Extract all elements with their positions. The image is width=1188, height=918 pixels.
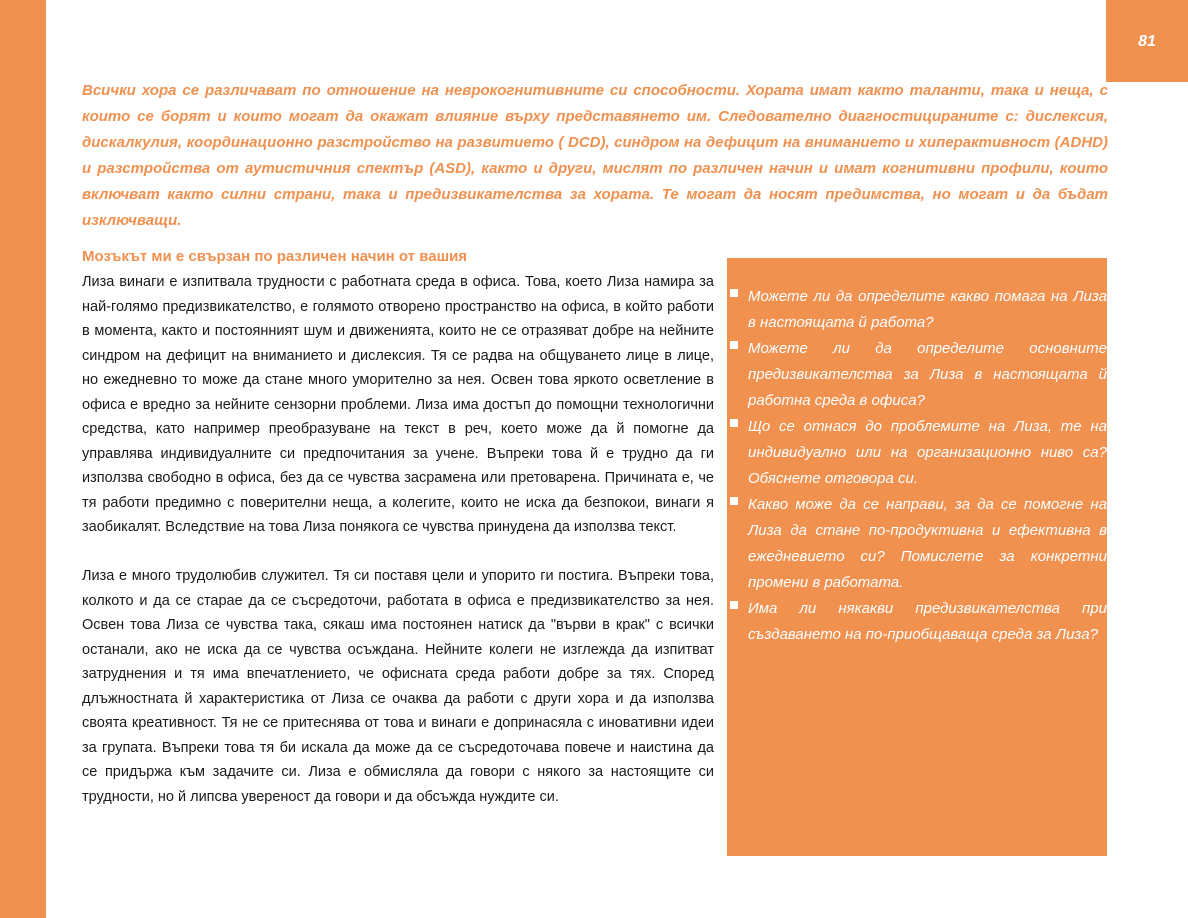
question-item [727, 596, 1107, 648]
question-text: Има ли някакви предизвикателства при създаването на по-приобщаваща среда за Лиза? [748, 600, 1107, 643]
section-heading: Мозъкът ми е свързан по различен начин от вашия [82, 248, 468, 265]
case-study-paragraph-2: Лиза е много трудолюбив служител. Тя си поставя цели и упорито ги постига. Въпреки това, колкото и да се старае да се съсредоточи, работата в офиса е предизвикателство за нея. Освен това Лиза се чувства така, сякаш има постоянен натиск да "върви в крак" с всички останали, ако не иска да се чувства осъждана. Нейните колеги не изглежда да изпитват затруднения и тя има впечатлението, че офисната среда работи добре за тях. Според длъжностната й характеристика от Лиза се очаква да работи с други хора и да използва своята креативност. Тя не се притеснява от това и винаги е допринасяла с иновативни идеи за групата. Въпреки това тя би искала да може да се съсредоточава повече и наистина да се придържа към задачите си. Лиза е обмисляла да говори с някого за настоящите си трудности, но й липсва увереност да говори и да обсъжда нуждите си. [82, 568, 714, 805]
question-text: Що се отнася до проблемите на Лиза, те на индивидуално или на организационно ниво са? Обяснете отговора си. [748, 418, 1107, 487]
question-item [727, 284, 1107, 336]
question-text: Какво може да се направи, за да се помогне на Лиза да стане по-продуктивна и ефективна в ежедневието си? Помислете за конкретни промени в работата. [748, 496, 1107, 591]
questions-list [727, 258, 1107, 648]
case-study-paragraph-1: Лиза винаги е изпитвала трудности с работната среда в офиса. Това, което Лиза намира за най-голямо предизвикателство, е голямото отворено пространство на офиса, в който работи в момента, както и постоянният шум и движенията, които не се отразяват добре на нейните синдром на дефицит на вниманието и дислексия. Тя се радва на общуването лице в лице, но ежедневно то може да стане много уморително за нея. Освен това яркото осветление в офиса е вредно за нейните сензорни проблеми. Лиза има достъп до помощни технологични средства, като например преобразуване на текст в реч, което може да й помогне да управлява индивидуалните си предпочитания за учене. Въпреки това й е трудно да ги използва свободно в офиса, без да се чувства засрамена или претоварена. Причината е, че тя работи предимно с поверителни неща, а колегите, които не иска да безпокои, винаги я заобикалят. Вследствие на това Лиза понякога се чувства принудена да използва текст. [82, 274, 714, 535]
question-item [727, 336, 1107, 414]
question-text: Можете ли да определите основните предизвикателства за Лиза в настоящата й работна среда в офиса? [748, 340, 1107, 409]
intro-paragraph: Всички хора се различават по отношение на неврокогнитивните си способности. Хората имат както таланти, така и неща, с които се борят и които могат да окажат влияние върху представянето им. Следователно диагностицираните с: дислексия, дискалкулия, координационно разстройство на развитието ( DCD), синдром на дефицит на вниманието и хиперактивност (ADHD) и разстройства от аутистичния спектър (ASD), както и други, мислят по различен начин и имат когнитивни профили, които включват както силни страни, така и предизвикателства за хората. Те могат да носят предимства, но могат и да бъдат изключващи. [82, 82, 1108, 229]
case-study-text [82, 270, 714, 834]
question-item [727, 492, 1107, 596]
square-bullet-icon [730, 289, 738, 297]
question-item [727, 414, 1107, 492]
questions-box [727, 258, 1107, 856]
square-bullet-icon [730, 419, 738, 427]
square-bullet-icon [730, 341, 738, 349]
question-text: Можете ли да определите какво помага на Лиза в настоящата й работа? [748, 288, 1107, 331]
page-number: 81 [1138, 33, 1156, 50]
square-bullet-icon [730, 601, 738, 609]
left-accent-bar [0, 0, 46, 918]
square-bullet-icon [730, 497, 738, 505]
